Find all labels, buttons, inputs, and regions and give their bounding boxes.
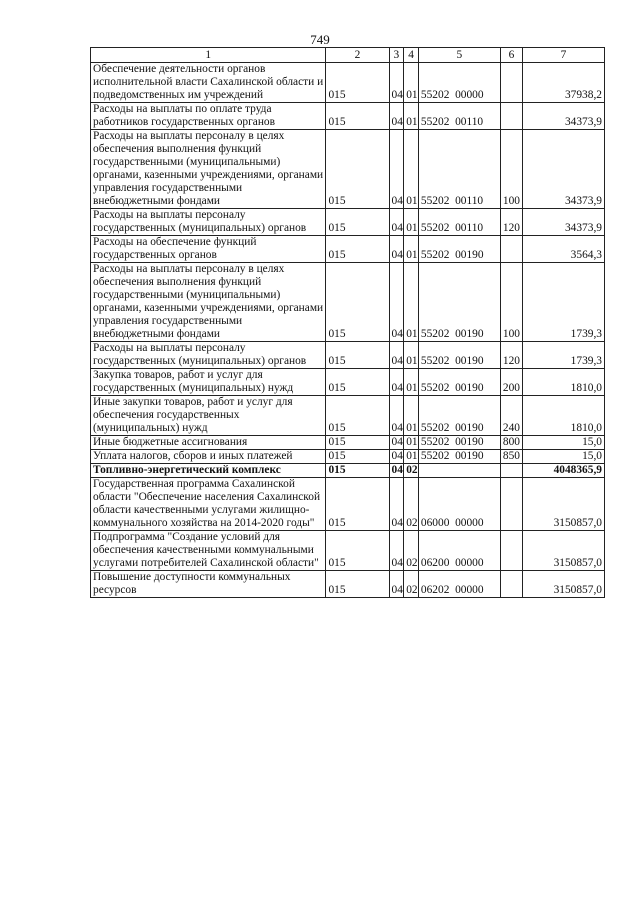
expense-type-cell: 100 [500, 130, 522, 209]
section-code-cell: 04 [389, 63, 404, 103]
table-row [91, 464, 605, 478]
expense-type-cell [500, 478, 522, 531]
table-row [91, 236, 605, 263]
table-row [91, 209, 605, 236]
ministry-code-cell: 015 [326, 63, 389, 103]
row-name-cell: Уплата налогов, сборов и иных платежей [91, 450, 326, 464]
section-code-cell: 04 [389, 478, 404, 531]
subsection-code-cell: 01 [404, 103, 419, 130]
target-article-cell [418, 464, 500, 478]
target-article-cell: 06200 00000 [418, 531, 500, 571]
column-header: 2 [326, 48, 389, 63]
amount-cell: 3564,3 [522, 236, 604, 263]
target-article-cell: 55202 00110 [418, 130, 500, 209]
section-code-cell: 04 [389, 263, 404, 342]
target-article-cell: 55202 00190 [418, 396, 500, 436]
row-name-cell: Государственная программа Сахалинской области "Обеспечение населения Сахалинской области качественными услугами жилищно-коммунального хозяйства на 2014-2020 годы" [91, 478, 326, 531]
subsection-code-cell: 01 [404, 342, 419, 369]
row-name-cell: Обеспечение деятельности органов исполнительной власти Сахалинской области и подведомственных им учреждений [91, 63, 326, 103]
subsection-code-cell: 01 [404, 436, 419, 450]
amount-cell: 1739,3 [522, 342, 604, 369]
expense-type-cell: 120 [500, 342, 522, 369]
column-header: 5 [418, 48, 500, 63]
expense-type-cell [500, 531, 522, 571]
row-name-cell: Иные бюджетные ассигнования [91, 436, 326, 450]
expense-type-cell: 120 [500, 209, 522, 236]
ministry-code-cell: 015 [326, 209, 389, 236]
subsection-code-cell: 02 [404, 571, 419, 598]
section-code-cell: 04 [389, 342, 404, 369]
amount-cell: 34373,9 [522, 130, 604, 209]
ministry-code-cell: 015 [326, 130, 389, 209]
amount-cell: 1810,0 [522, 369, 604, 396]
subsection-code-cell: 01 [404, 130, 419, 209]
page-number: 749 [310, 32, 330, 47]
section-code-cell: 04 [389, 209, 404, 236]
section-code-cell: 04 [389, 450, 404, 464]
table-row [91, 263, 605, 342]
target-article-cell: 55202 00190 [418, 369, 500, 396]
section-code-cell: 04 [389, 236, 404, 263]
amount-cell: 34373,9 [522, 209, 604, 236]
table-row [91, 450, 605, 464]
expense-type-cell: 100 [500, 263, 522, 342]
row-name-cell: Закупка товаров, работ и услуг для государственных (муниципальных) нужд [91, 369, 326, 396]
budget-table [90, 47, 605, 598]
header-row [91, 48, 605, 63]
expense-type-cell [500, 103, 522, 130]
table-row [91, 531, 605, 571]
row-name-cell: Расходы на обеспечение функций государственных органов [91, 236, 326, 263]
table-row [91, 436, 605, 450]
subsection-code-cell: 02 [404, 531, 419, 571]
expense-type-cell [500, 236, 522, 263]
amount-cell: 3150857,0 [522, 478, 604, 531]
row-name-cell: Топливно-энергетический комплекс [91, 464, 326, 478]
target-article-cell: 55202 00190 [418, 436, 500, 450]
amount-cell: 3150857,0 [522, 531, 604, 571]
subsection-code-cell: 01 [404, 369, 419, 396]
row-name-cell: Расходы на выплаты персоналу государственных (муниципальных) органов [91, 342, 326, 369]
column-header: 1 [91, 48, 326, 63]
row-name-cell: Расходы на выплаты по оплате труда работников государственных органов [91, 103, 326, 130]
column-header: 4 [404, 48, 419, 63]
section-code-cell: 04 [389, 531, 404, 571]
amount-cell: 15,0 [522, 450, 604, 464]
expense-type-cell [500, 63, 522, 103]
column-header: 6 [500, 48, 522, 63]
ministry-code-cell: 015 [326, 369, 389, 396]
expense-type-cell: 240 [500, 396, 522, 436]
expense-type-cell: 200 [500, 369, 522, 396]
target-article-cell: 55202 00190 [418, 450, 500, 464]
table-row [91, 369, 605, 396]
table-row [91, 130, 605, 209]
row-name-cell: Расходы на выплаты персоналу в целях обеспечения выполнения функций государственными (муниципальными) органами, казенными учреждениями, органами управления государственными внебюджетными фондами [91, 263, 326, 342]
row-name-cell: Расходы на выплаты персоналу в целях обеспечения выполнения функций государственными (муниципальными) органами, казенными учреждениями, органами управления государственными внебюджетными фондами [91, 130, 326, 209]
target-article-cell: 55202 00110 [418, 209, 500, 236]
ministry-code-cell: 015 [326, 103, 389, 130]
ministry-code-cell: 015 [326, 531, 389, 571]
ministry-code-cell: 015 [326, 450, 389, 464]
expense-type-cell: 800 [500, 436, 522, 450]
amount-cell: 1739,3 [522, 263, 604, 342]
target-article-cell: 55202 00000 [418, 63, 500, 103]
target-article-cell: 55202 00190 [418, 263, 500, 342]
target-article-cell: 55202 00190 [418, 342, 500, 369]
amount-cell: 3150857,0 [522, 571, 604, 598]
subsection-code-cell: 02 [404, 478, 419, 531]
ministry-code-cell: 015 [326, 464, 389, 478]
section-code-cell: 04 [389, 436, 404, 450]
subsection-code-cell: 01 [404, 236, 419, 263]
row-name-cell: Повышение доступности коммунальных ресурсов [91, 571, 326, 598]
table-row [91, 103, 605, 130]
amount-cell: 34373,9 [522, 103, 604, 130]
target-article-cell: 55202 00190 [418, 236, 500, 263]
target-article-cell: 55202 00110 [418, 103, 500, 130]
target-article-cell: 06202 00000 [418, 571, 500, 598]
subsection-code-cell: 01 [404, 450, 419, 464]
section-code-cell: 04 [389, 464, 404, 478]
ministry-code-cell: 015 [326, 478, 389, 531]
table-row [91, 478, 605, 531]
subsection-code-cell: 02 [404, 464, 419, 478]
section-code-cell: 04 [389, 103, 404, 130]
section-code-cell: 04 [389, 396, 404, 436]
amount-cell: 4048365,9 [522, 464, 604, 478]
subsection-code-cell: 01 [404, 396, 419, 436]
expense-type-cell [500, 571, 522, 598]
ministry-code-cell: 015 [326, 236, 389, 263]
ministry-code-cell: 015 [326, 571, 389, 598]
section-code-cell: 04 [389, 130, 404, 209]
subsection-code-cell: 01 [404, 209, 419, 236]
amount-cell: 37938,2 [522, 63, 604, 103]
ministry-code-cell: 015 [326, 436, 389, 450]
amount-cell: 1810,0 [522, 396, 604, 436]
column-header: 7 [522, 48, 604, 63]
table-row [91, 396, 605, 436]
table-row [91, 63, 605, 103]
section-code-cell: 04 [389, 369, 404, 396]
ministry-code-cell: 015 [326, 396, 389, 436]
section-code-cell: 04 [389, 571, 404, 598]
column-header: 3 [389, 48, 404, 63]
subsection-code-cell: 01 [404, 63, 419, 103]
expense-type-cell [500, 464, 522, 478]
row-name-cell: Подпрограмма "Создание условий для обеспечения качественными коммунальными услугами потребителей Сахалинской области" [91, 531, 326, 571]
table-body [91, 63, 605, 598]
amount-cell: 15,0 [522, 436, 604, 450]
expense-type-cell: 850 [500, 450, 522, 464]
row-name-cell: Иные закупки товаров, работ и услуг для обеспечения государственных (муниципальных) нужд [91, 396, 326, 436]
table-row [91, 571, 605, 598]
row-name-cell: Расходы на выплаты персоналу государственных (муниципальных) органов [91, 209, 326, 236]
table-row [91, 342, 605, 369]
ministry-code-cell: 015 [326, 263, 389, 342]
ministry-code-cell: 015 [326, 342, 389, 369]
target-article-cell: 06000 00000 [418, 478, 500, 531]
subsection-code-cell: 01 [404, 263, 419, 342]
